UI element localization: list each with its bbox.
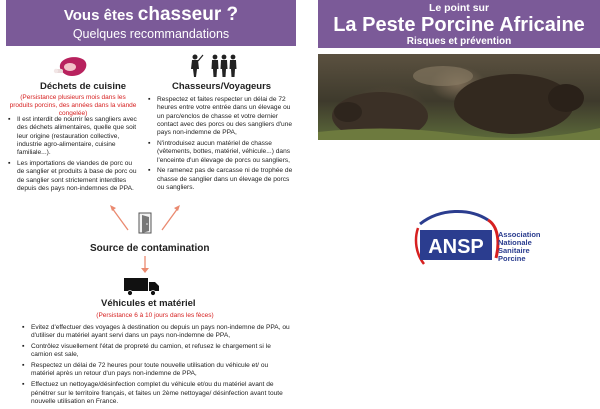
list-item: ▪ Ne ramenez pas de carcasse ni de trophée de chasse de sanglier dans un élevage de porcs ou sangliers.	[148, 167, 296, 192]
vehicles-list	[22, 324, 290, 409]
door-icon	[138, 212, 152, 234]
list-item: ▪ Evitez d'effectuer des voyages à destination ou depuis un pays non-indemne de PPA, ou d'utiliser du matériel ayant servi dans un pays non-indemne de PPA,	[22, 324, 290, 341]
list-item: ▪ Les importations de viandes de porc ou de sanglier et produits à base de porc ou de sanglier sont strictement interdites depuis des pays non-indemnes de PPA.	[8, 160, 138, 193]
hunters-title: Chasseurs/Voyageurs	[172, 81, 272, 92]
hunters-list	[148, 96, 296, 195]
truck-icon	[124, 276, 160, 296]
ansp-logo	[412, 206, 562, 276]
kitchen-waste-persistence: (Persistance plusieurs mois dans les produits porcins, des années dans la viande congelée)	[9, 94, 137, 117]
kitchen-waste-title: Déchets de cuisine	[40, 81, 127, 92]
vehicles-persistence: (Persistance 6 à 10 jours dans les fèces)	[96, 312, 214, 319]
arrow-right-icon	[160, 204, 182, 232]
arrow-down-icon	[139, 256, 151, 274]
right-banner	[318, 0, 600, 48]
ansp-line-2: Nationale	[498, 238, 532, 247]
left-banner	[6, 0, 296, 46]
contamination-source-label: Source de contamination	[90, 243, 210, 254]
kitchen-waste-list	[8, 116, 138, 196]
ansp-line-3: Sanitaire	[498, 246, 530, 255]
list-item: ▪ Respectez et faites respecter un délai de 72 heures entre votre entrée dans un élevage ou un parc/enclos de chasse et votre dernier contact avec des porcs ou des sangliers d'une pays non-indemne de PPA,	[148, 96, 296, 137]
banner-title-emphasis: chasseur ?	[137, 4, 239, 25]
banner-title	[6, 6, 296, 25]
left-panel	[0, 0, 300, 405]
ansp-acronym: ANSP	[428, 236, 484, 258]
list-item: ▪ Effectuez un nettoyage/désinfection complet du véhicule et/ou du matériel avant de pénétrer sur le territoire français, et faites un 2ème nettoyage/ désinfection avant toute nouvelle utilisation en France.	[22, 381, 290, 406]
banner-subtitle: Risques et prévention	[406, 36, 512, 47]
banner-title-prefix: Vous êtes	[63, 7, 138, 24]
list-item: ▪ N'introduisez aucun matériel de chasse (vêtements, bottes, matériel, véhicule...) dans l'enceinte d'un élevage de porcs ou sangliers,	[148, 140, 296, 165]
ansp-line-1: Association	[498, 230, 541, 239]
banner-title: La Peste Porcine Africaine	[333, 14, 585, 36]
ham-icon	[54, 54, 90, 80]
vehicles-title: Véhicules et matériel	[101, 298, 196, 309]
list-item: ▪ Contrôlez visuellement l'état de propreté du camion, et refusez le chargement si le camion est sale,	[22, 343, 290, 360]
ansp-logo-graphic	[412, 206, 562, 276]
list-item: ▪ Il est interdit de nourrir les sangliers avec des déchets alimentaires, quelle que soit leur origine (restauration collective, industrie agro-alimentaire, cuisine familiale...).	[8, 116, 138, 157]
banner-kicker: Le point sur	[428, 2, 490, 14]
right-panel	[318, 0, 600, 400]
wild-boar-photo	[318, 54, 600, 140]
ansp-line-4: Porcine	[498, 254, 526, 263]
banner-subtitle: Quelques recommandations	[72, 27, 230, 41]
list-item: ▪ Respectez un délai de 72 heures pour toute nouvelle utilisation du véhicule et/ ou matériel après un retour d'un pays non-indemne de PPA,	[22, 362, 290, 379]
hunter-icon	[188, 54, 204, 78]
arrow-left-icon	[108, 204, 130, 232]
travelers-icon	[210, 54, 238, 78]
